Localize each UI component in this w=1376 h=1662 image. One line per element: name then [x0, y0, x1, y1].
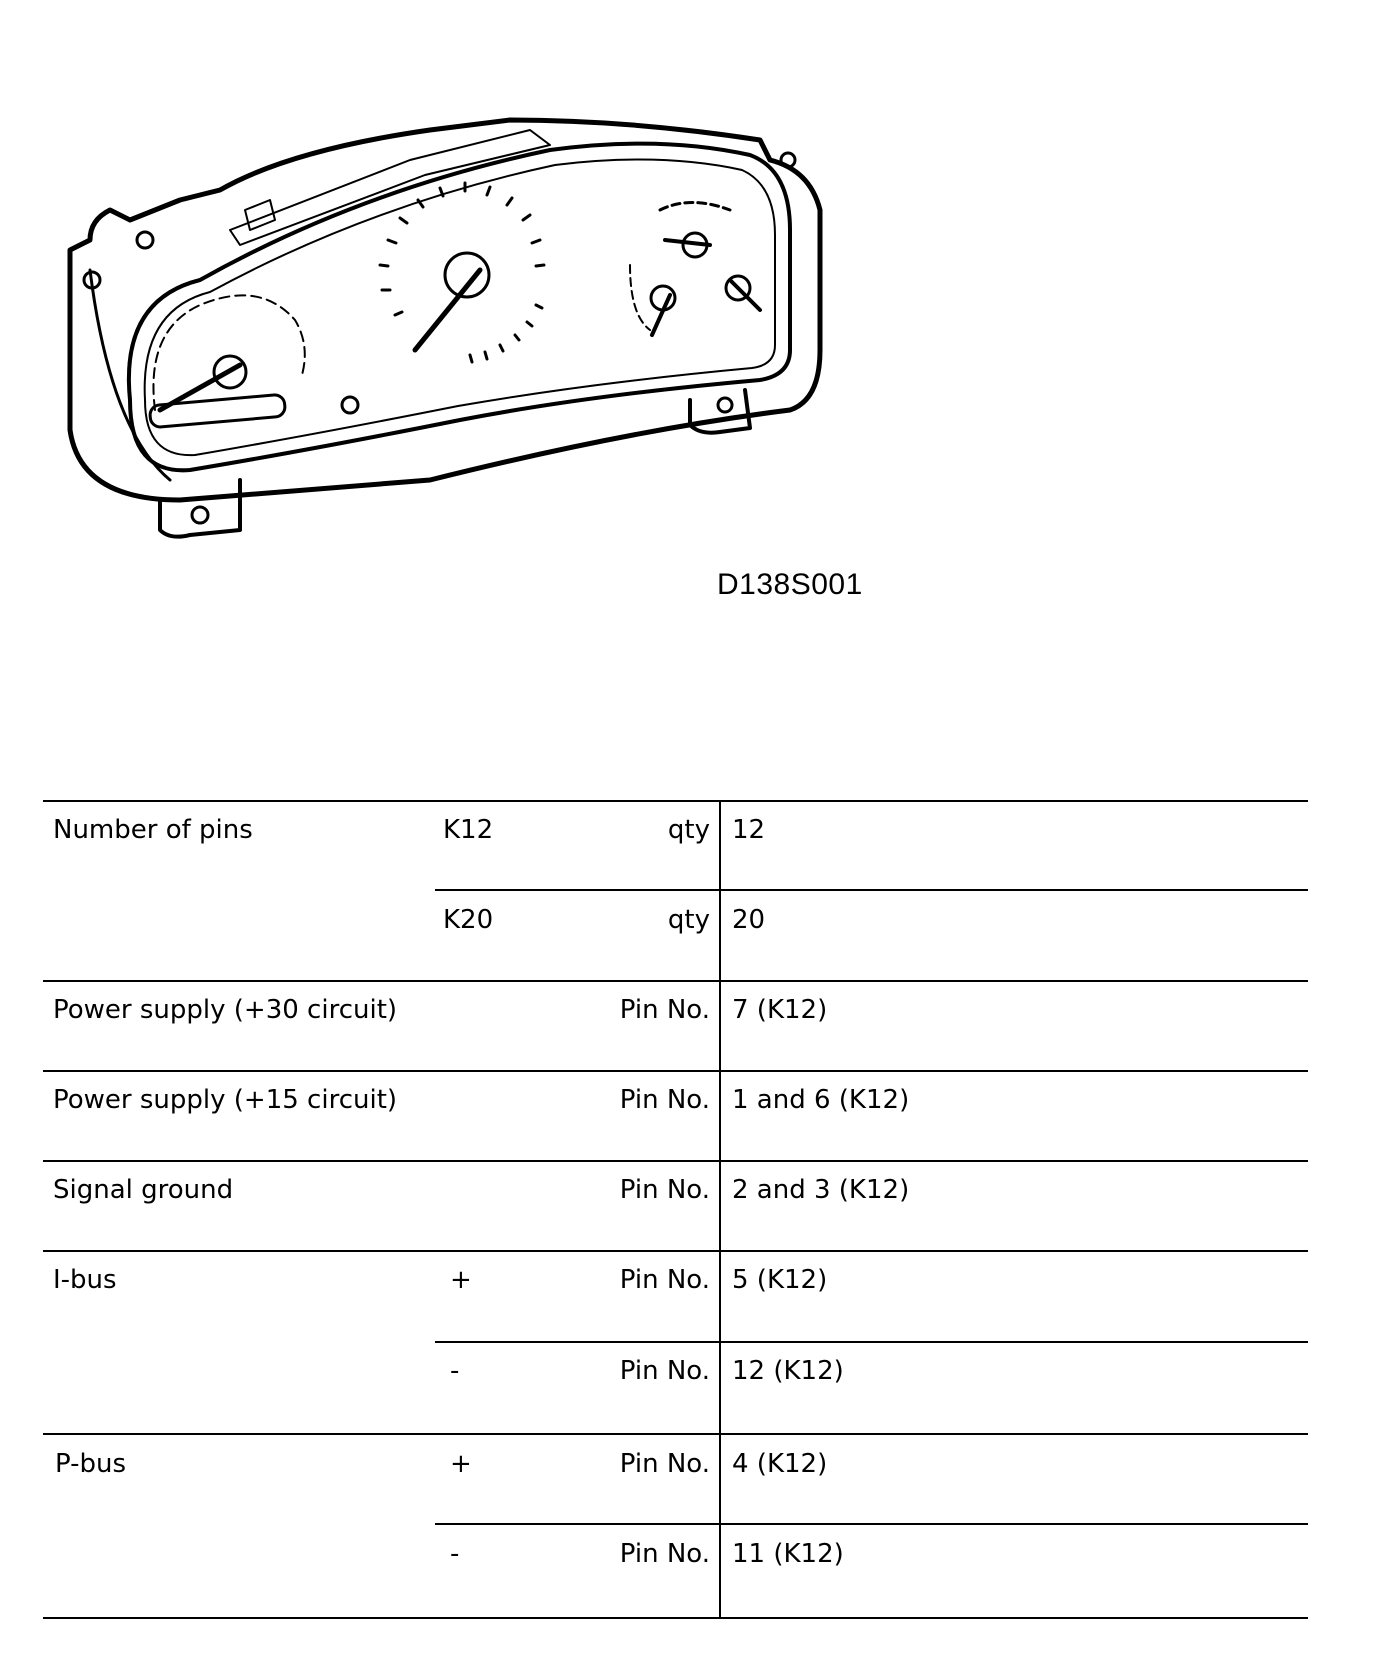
table-rule	[43, 800, 1308, 802]
table-rule	[43, 1250, 1308, 1252]
table-row-unit: qty	[667, 905, 710, 935]
table-row-unit: Pin No.	[619, 1175, 710, 1205]
table-row-value: 5 (K12)	[732, 1265, 828, 1295]
table-row-unit: Pin No.	[619, 995, 710, 1025]
table-row-value: 11 (K12)	[732, 1539, 844, 1569]
table-row-value: 20	[732, 905, 766, 935]
table-row-sub: +	[450, 1265, 472, 1295]
table-row-unit: Pin No.	[619, 1356, 710, 1386]
table-rule	[435, 1523, 1308, 1525]
table-rule	[43, 1160, 1308, 1162]
table-rule	[43, 1070, 1308, 1072]
table-row-unit: Pin No.	[619, 1085, 710, 1115]
table-row-sub: K20	[443, 905, 494, 935]
table-row-label: Power supply (+30 circuit)	[53, 995, 398, 1025]
table-row-label: I-bus	[53, 1265, 117, 1295]
table-row-unit: Pin No.	[619, 1265, 710, 1295]
table-row-sub: -	[450, 1356, 460, 1386]
table-row-label: P-bus	[55, 1449, 127, 1479]
table-row-label: Number of pins	[53, 815, 253, 845]
table-row-value: 2 and 3 (K12)	[732, 1175, 910, 1205]
table-row-unit: qty	[667, 815, 710, 845]
table-row-label: Signal ground	[53, 1175, 234, 1205]
table-row-unit: Pin No.	[619, 1449, 710, 1479]
table-row-value: 12 (K12)	[732, 1356, 844, 1386]
table-row-value: 7 (K12)	[732, 995, 828, 1025]
table-column-divider	[719, 800, 721, 1619]
table-rule	[43, 1617, 1308, 1619]
table-rule	[43, 980, 1308, 982]
table-rule	[43, 1433, 1308, 1435]
table-row-value: 4 (K12)	[732, 1449, 828, 1479]
table-row-value: 1 and 6 (K12)	[732, 1085, 910, 1115]
table-row-unit: Pin No.	[619, 1539, 710, 1569]
table-row-sub: -	[450, 1539, 460, 1569]
table-row-sub: +	[450, 1449, 472, 1479]
table-row-sub: K12	[443, 815, 494, 845]
table-row-value: 12	[732, 815, 766, 845]
figure-code: D138S001	[717, 568, 863, 601]
table-rule	[435, 1341, 1308, 1343]
table-row-label: Power supply (+15 circuit)	[53, 1085, 398, 1115]
table-rule	[435, 889, 1308, 891]
